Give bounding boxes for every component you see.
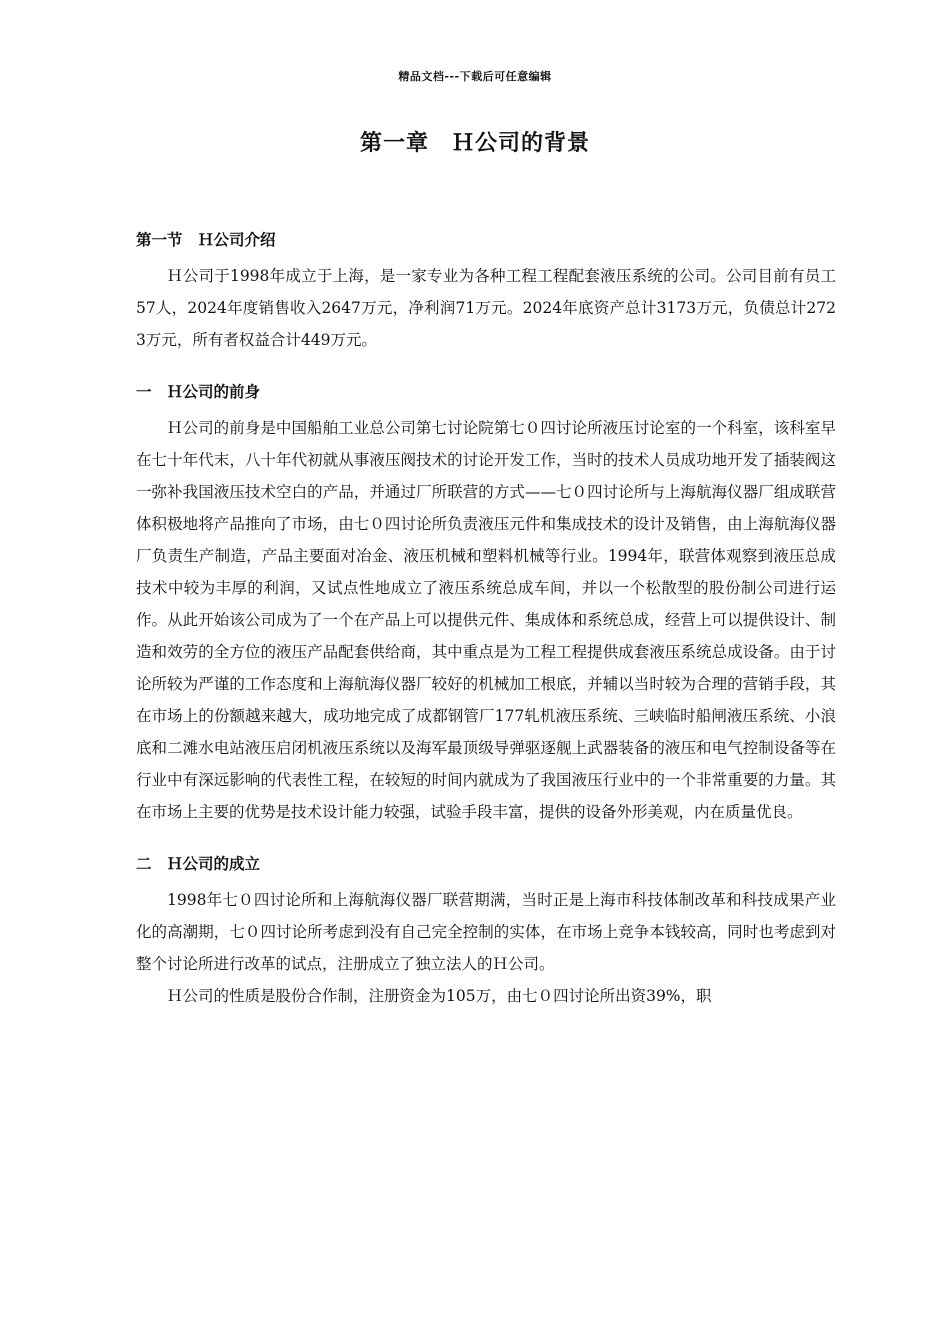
paragraph-founding-2: Ｈ公司的性质是股份合作制，注册资金为105万，由七０四讨论所出资39%，职 (167, 987, 712, 1005)
header-note: 精品文档---下载后可任意编辑 (398, 70, 552, 83)
paragraph-predecessor: Ｈ公司的前身是中国船舶工业总公司第七讨论院第七０四讨论所液压讨论室的一个科室，该科室早在七十年代末，八十年代初就从事液压阀技术的讨论开发工作，当时的技术人员成功地开发了插装阀这一弥补我国液压技术空白的产品，并通过厂所联营的方式——七０四讨论所与上海航海仪器厂组成联营体积极地将产品推向了市场，由七０四讨论所负责液压元件和集成技术的设计及销售，由上海航海仪器厂负责生产制造，产品主要面对冶金、液压机械和塑料机械等行业。1994年，联营体观察到液压总成技术中较为丰厚的利润，又试点性地成立了液压系统总成车间，并以一个松散型的股份制公司进行运作。从此开始该公司成为了一个在产品上可以提供元件、集成体和系统总成，经营上可以提供设计、制造和效劳的全方位的液压产品配套供给商，其中重点是为工程工程提供成套液压系统总成设备。由于讨论所较为严谨的工作态度和上海航海仪器厂较好的机械加工根底，并辅以当时较为合理的营销手段，其在市场上的份额越来越大，成功地完成了成都钢管厂177轧机液压系统、三峡临时船闸液压系统、小浪底和二滩水电站液压启闭机液压系统以及海军最顶级导弹驱逐舰上武器装备的液压和电气控制设备等在行业中有深远影响的代表性工程，在较短的时间内就成为了我国液压行业中的一个非常重要的力量。其在市场上主要的优势是技术设计能力较强，试验手段丰富，提供的设备外形美观，内在质量优良。 (136, 419, 836, 821)
chapter-title: 第一章 Ｈ公司的背景 (359, 131, 590, 156)
section-heading-founding: 二 Ｈ公司的成立 (136, 855, 261, 873)
paragraph-founding-1: 1998年七０四讨论所和上海航海仪器厂联营期满，当时正是上海市科技体制改革和科技成果产业化的高潮期，七０四讨论所考虑到没有自己完全控制的实体，在市场上竞争本钱较高，同时也考虑到对整个讨论所进行改革的试点，注册成立了独立法人的Ｈ公司。 (136, 891, 836, 973)
paragraph-intro: Ｈ公司于1998年成立于上海，是一家专业为各种工程工程配套液压系统的公司。公司目前有员工57人，2024年度销售收入2647万元，净利润71万元。2024年底资产总计3173万元，负债总计2723万元，所有者权益合计449万元。 (136, 267, 836, 349)
section-heading-intro: 第一节 Ｈ公司介绍 (136, 231, 276, 249)
section-heading-predecessor: 一 Ｈ公司的前身 (136, 383, 261, 401)
document-body (136, 228, 836, 1012)
